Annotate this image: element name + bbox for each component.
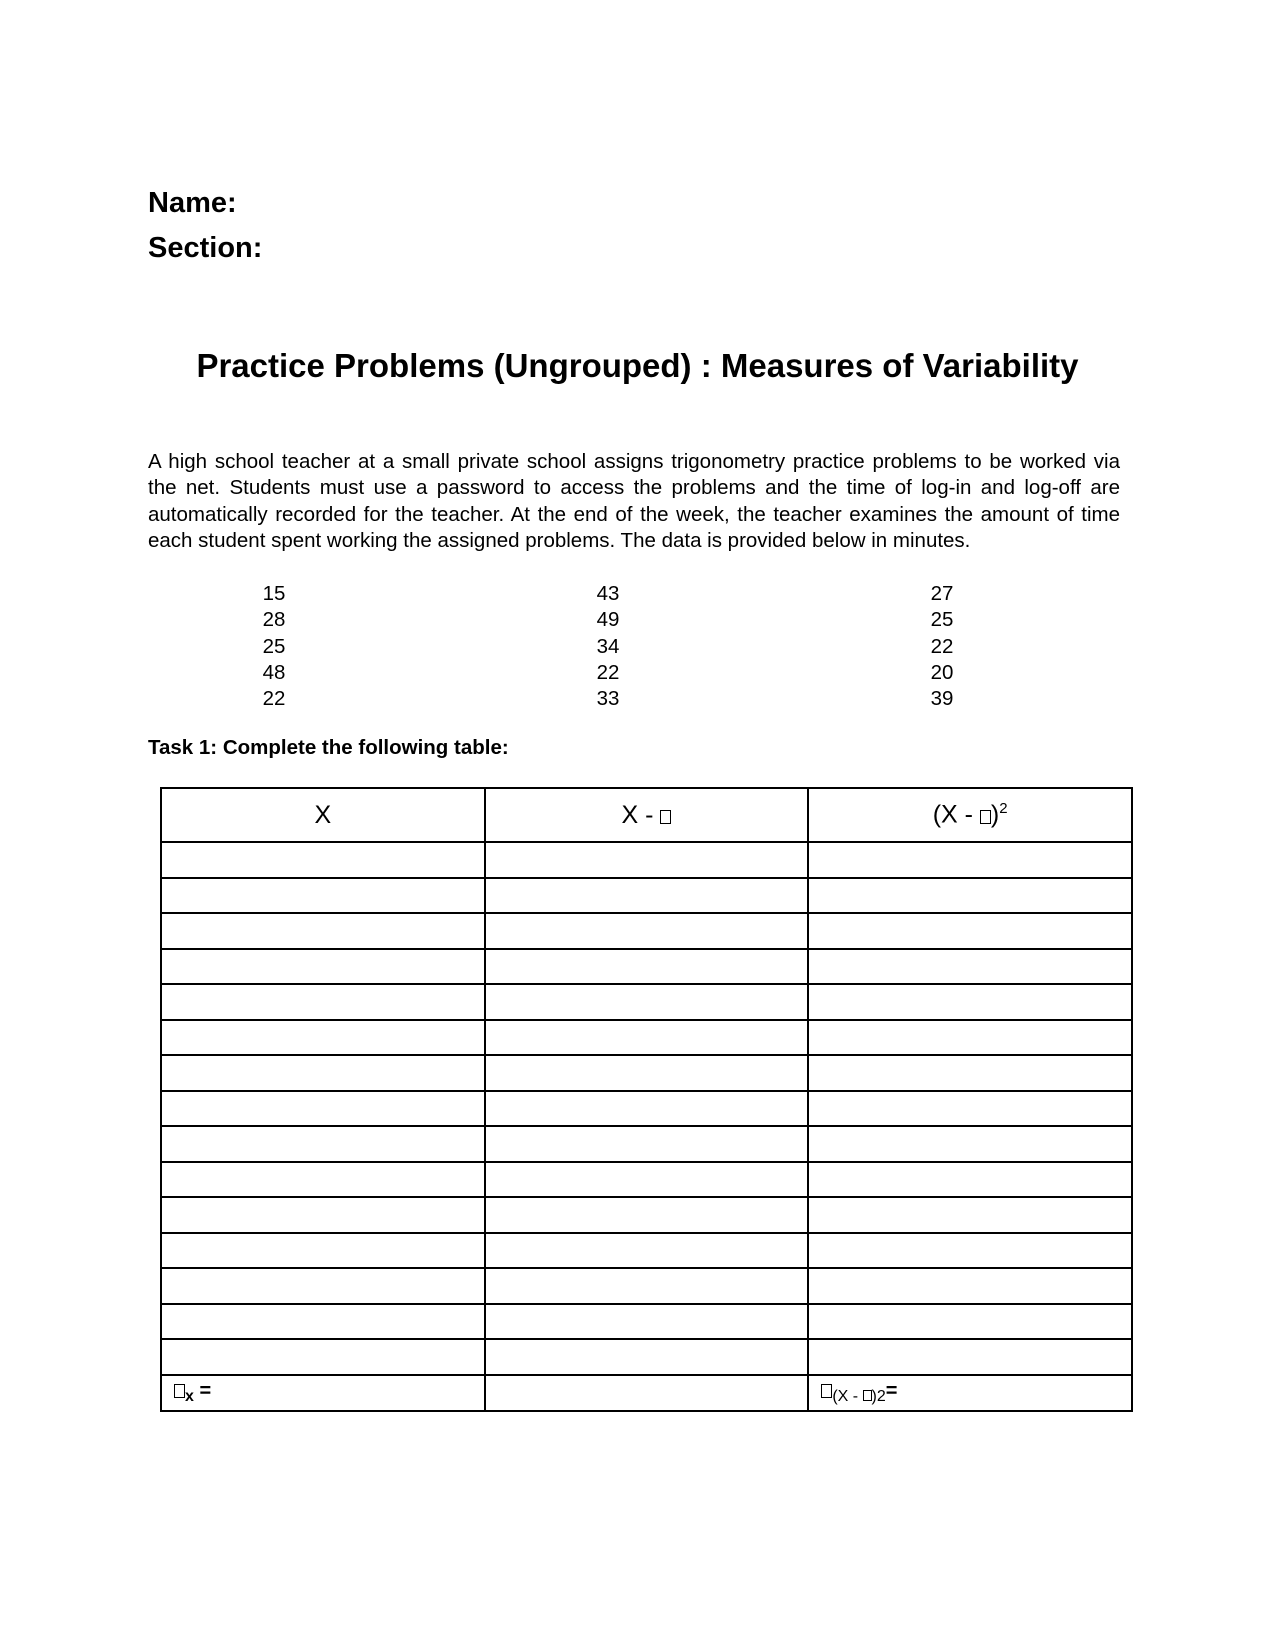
data-value: 20 <box>930 660 954 684</box>
x-cell[interactable] <box>161 984 485 1020</box>
x-cell[interactable] <box>161 1126 485 1162</box>
table-row <box>161 1162 1132 1198</box>
squared-deviation-cell[interactable] <box>808 984 1132 1020</box>
squared-deviation-cell[interactable] <box>808 1197 1132 1233</box>
squared-deviation-cell[interactable] <box>808 878 1132 914</box>
table-row <box>161 1055 1132 1091</box>
mean-symbol-icon <box>980 810 991 824</box>
deviation-cell[interactable] <box>485 1020 809 1056</box>
table-row <box>161 984 1132 1020</box>
data-value: 33 <box>596 687 620 711</box>
sum-row <box>161 1375 1132 1411</box>
sum-squared-subscript: (X - <box>832 1387 863 1405</box>
squared-deviation-cell[interactable] <box>808 949 1132 985</box>
worksheet-table <box>160 787 1133 1412</box>
deviation-cell[interactable] <box>485 1268 809 1304</box>
squared-deviation-cell[interactable] <box>808 1339 1132 1375</box>
data-value: 22 <box>930 634 954 658</box>
header-squared-deviation <box>808 788 1132 842</box>
data-value: 22 <box>262 687 286 711</box>
sum-squared-subscript-close: )2 <box>871 1387 886 1405</box>
x-cell[interactable] <box>161 1162 485 1198</box>
deviation-cell[interactable] <box>485 949 809 985</box>
sum-middle-cell[interactable] <box>485 1375 809 1411</box>
header-deviation <box>485 788 809 842</box>
deviation-cell[interactable] <box>485 1197 809 1233</box>
x-cell[interactable] <box>161 1268 485 1304</box>
squared-deviation-cell[interactable] <box>808 1020 1132 1056</box>
data-value: 39 <box>930 687 954 711</box>
deviation-cell[interactable] <box>485 1304 809 1340</box>
sum-x-cell[interactable] <box>161 1375 485 1411</box>
data-row <box>148 660 1120 686</box>
deviation-cell[interactable] <box>485 1162 809 1198</box>
squared-deviation-cell[interactable] <box>808 1091 1132 1127</box>
squared-deviation-cell[interactable] <box>808 1233 1132 1269</box>
deviation-cell[interactable] <box>485 1126 809 1162</box>
x-cell[interactable] <box>161 1197 485 1233</box>
deviation-cell[interactable] <box>485 878 809 914</box>
table-row <box>161 1304 1132 1340</box>
x-cell[interactable] <box>161 842 485 878</box>
table-row <box>161 1126 1132 1162</box>
x-cell[interactable] <box>161 1233 485 1269</box>
deviation-cell[interactable] <box>485 842 809 878</box>
header-deviation-label: X - <box>621 800 661 829</box>
header-squared-close: ) <box>990 800 1000 829</box>
deviation-cell[interactable] <box>485 1339 809 1375</box>
data-value: 34 <box>596 634 620 658</box>
squared-deviation-cell[interactable] <box>808 1055 1132 1091</box>
data-row <box>148 686 1120 712</box>
data-value: 48 <box>262 660 286 684</box>
squared-deviation-cell[interactable] <box>808 842 1132 878</box>
sum-x-equals: = <box>193 1379 212 1402</box>
data-value: 27 <box>930 582 954 605</box>
data-value: 28 <box>262 608 286 632</box>
name-label: Name: <box>148 187 237 219</box>
deviation-cell[interactable] <box>485 913 809 949</box>
table-row <box>161 1268 1132 1304</box>
sum-squared-equals: = <box>885 1379 898 1402</box>
data-value: 25 <box>930 608 954 632</box>
x-cell[interactable] <box>161 1304 485 1340</box>
table-header-row <box>161 788 1132 842</box>
sum-squared-cell[interactable] <box>808 1375 1132 1411</box>
sum-symbol-icon <box>174 1384 185 1398</box>
table-row <box>161 1233 1132 1269</box>
data-value: 49 <box>596 608 620 632</box>
deviation-cell[interactable] <box>485 1055 809 1091</box>
sum-x-subscript: x <box>185 1387 194 1405</box>
table-row <box>161 1339 1132 1375</box>
squared-deviation-cell[interactable] <box>808 1304 1132 1340</box>
table-row <box>161 1020 1132 1056</box>
data-row <box>148 634 1120 660</box>
task-label: Task 1: Complete the following table: <box>148 736 509 759</box>
x-cell[interactable] <box>161 913 485 949</box>
header-x: X <box>161 788 485 842</box>
data-value: 15 <box>262 582 286 605</box>
table-row <box>161 1091 1132 1127</box>
deviation-cell[interactable] <box>485 1091 809 1127</box>
table-row <box>161 842 1132 878</box>
data-row <box>148 607 1120 633</box>
data-row <box>148 581 1120 607</box>
data-value: 43 <box>596 582 620 605</box>
deviation-cell[interactable] <box>485 1233 809 1269</box>
header-squared-label: (X - <box>932 800 980 829</box>
exponent: 2 <box>999 800 1008 818</box>
mean-symbol-icon <box>660 810 671 824</box>
squared-deviation-cell[interactable] <box>808 1268 1132 1304</box>
table-row <box>161 878 1132 914</box>
squared-deviation-cell[interactable] <box>808 1126 1132 1162</box>
x-cell[interactable] <box>161 1055 485 1091</box>
page-title: Practice Problems (Ungrouped) : Measures of Variability <box>196 347 1079 384</box>
x-cell[interactable] <box>161 949 485 985</box>
table-body <box>161 842 1132 1375</box>
squared-deviation-cell[interactable] <box>808 1162 1132 1198</box>
data-values <box>148 581 1120 712</box>
mean-symbol-icon <box>863 1390 872 1401</box>
sum-symbol-icon <box>821 1384 832 1398</box>
data-value: 22 <box>596 660 620 684</box>
table-row <box>161 1197 1132 1233</box>
problem-description: A high school teacher at a small private school assigns trigonometry practice problems to be worked via the net. Students must use a password to access the problems and the time of log-in and log-off are automatically recorded for the teacher. At the end of the week, the teacher examines the amount of time each student spent working the assigned problems. The data is provided below in minutes. <box>148 450 1120 552</box>
x-cell[interactable] <box>161 1020 485 1056</box>
x-cell[interactable] <box>161 1339 485 1375</box>
table-row <box>161 913 1132 949</box>
section-label: Section: <box>148 232 263 264</box>
table-row <box>161 949 1132 985</box>
deviation-cell[interactable] <box>485 984 809 1020</box>
x-cell[interactable] <box>161 1091 485 1127</box>
x-cell[interactable] <box>161 878 485 914</box>
squared-deviation-cell[interactable] <box>808 913 1132 949</box>
data-value: 25 <box>262 634 286 658</box>
